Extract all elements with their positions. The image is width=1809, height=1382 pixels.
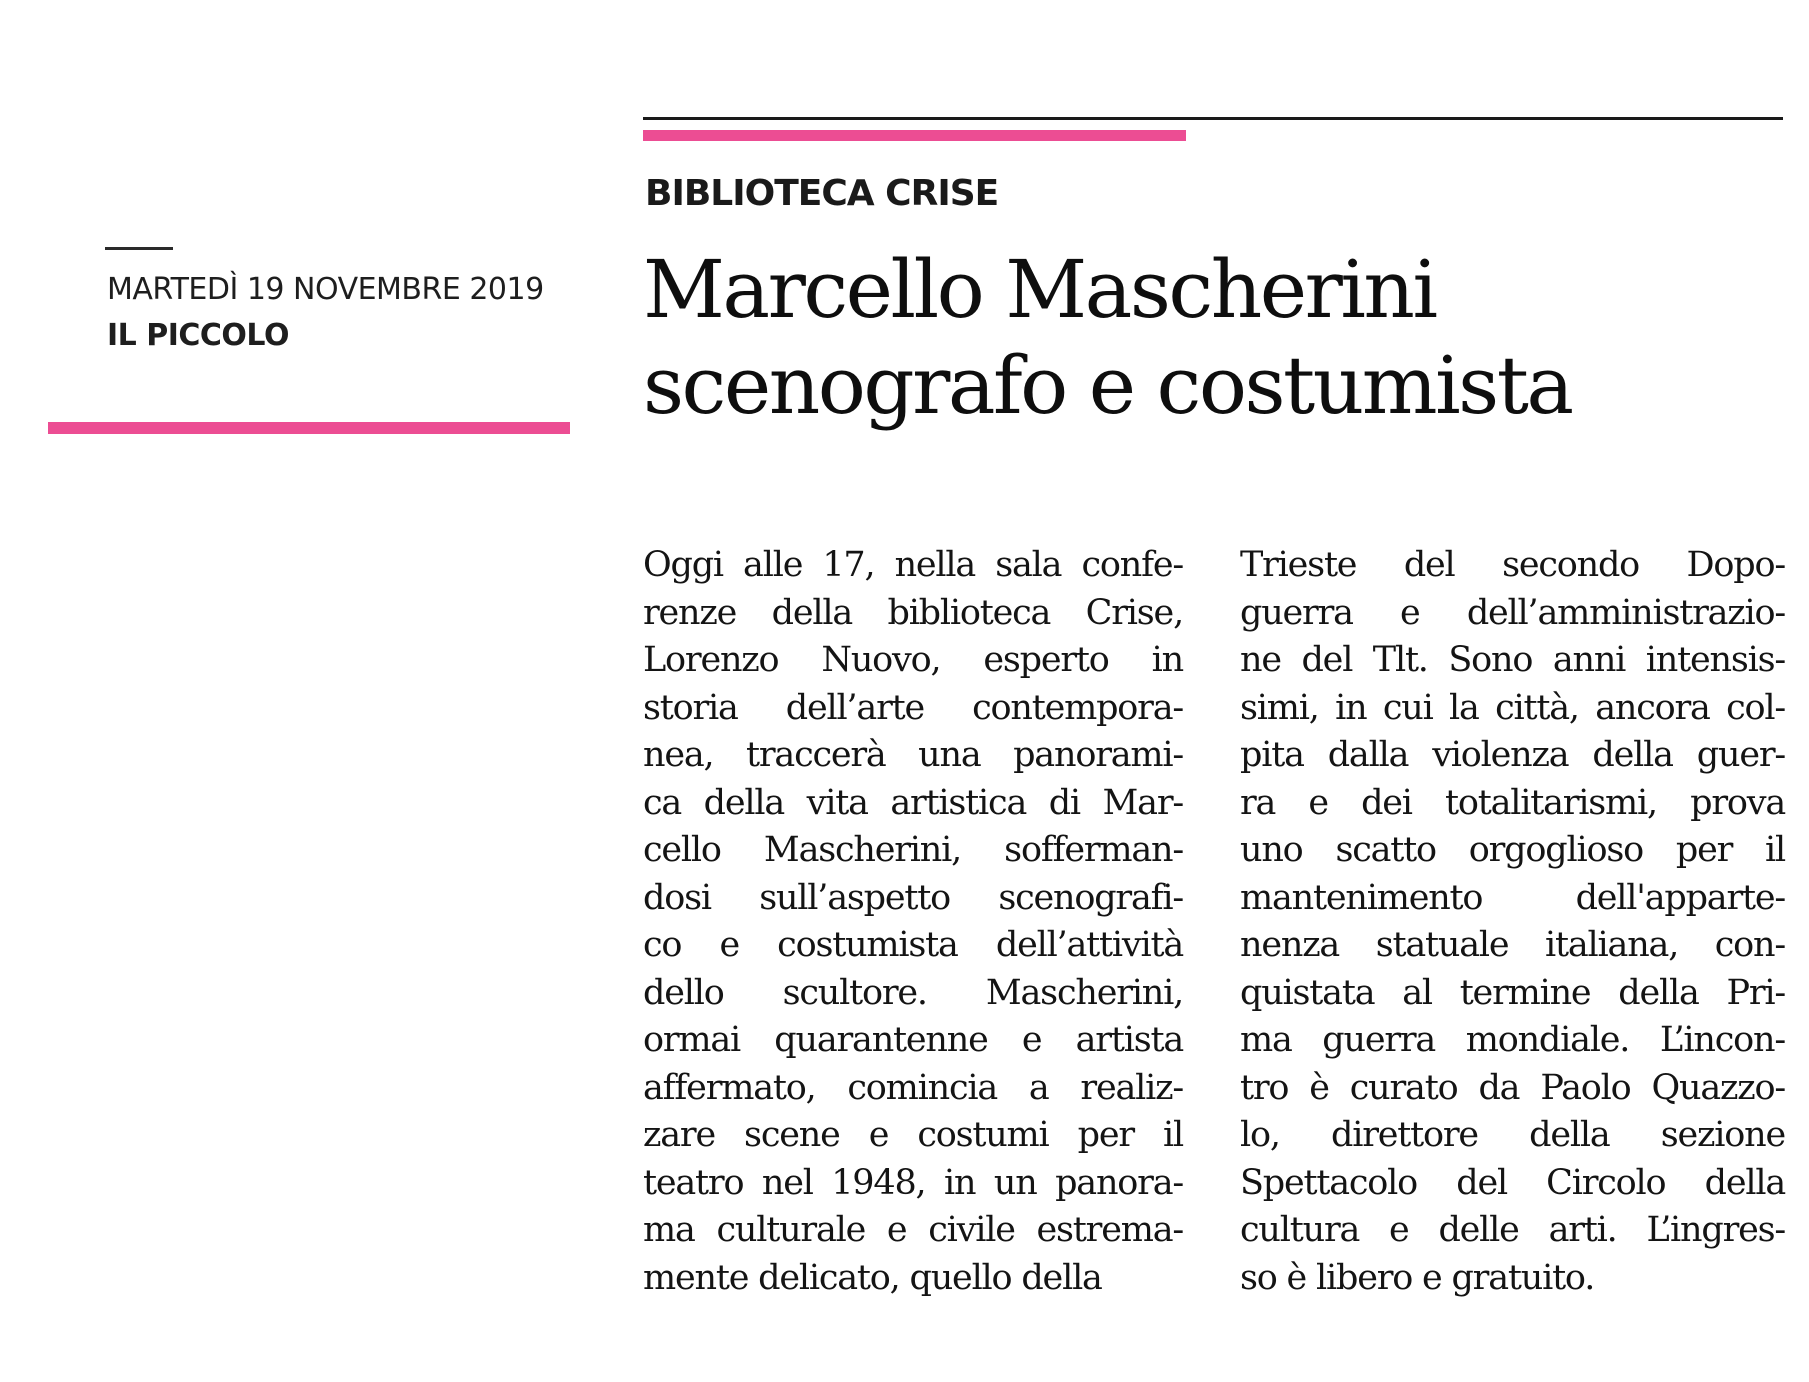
- publication-date: MARTEDÌ 19 NOVEMBRE 2019: [107, 272, 544, 307]
- body-text-line: ormai quarantenne e artista: [643, 1020, 1183, 1060]
- body-text-line: Trieste del secondo Dopo-: [1240, 545, 1785, 585]
- masthead-rule: [105, 247, 173, 250]
- headline-line: Marcello Mascherini: [643, 243, 1436, 336]
- pink-accent-bar-left: [48, 422, 570, 434]
- body-text-line: cello Mascherini, sofferman-: [643, 830, 1183, 870]
- body-text-line: ne del Tlt. Sono anni intensis-: [1240, 640, 1785, 680]
- body-text-line: affermato, comincia a realiz-: [643, 1067, 1183, 1108]
- body-text-line: Oggi alle 17, nella sala confe-: [643, 545, 1183, 585]
- body-text-line: ma culturale e civile estrema-: [643, 1210, 1183, 1250]
- body-text-line: cultura e delle arti. L’ingres-: [1240, 1210, 1785, 1250]
- article-body-column-1: [643, 542, 1183, 1302]
- body-text-line: nenza statuale italiana, con-: [1240, 925, 1785, 965]
- body-text-line: renze della biblioteca Crise,: [643, 592, 1183, 633]
- body-text-line: teatro nel 1948, in un panora-: [643, 1162, 1183, 1203]
- body-text-line: ca della vita artistica di Mar-: [643, 782, 1183, 823]
- pink-accent-bar-top: [643, 130, 1186, 141]
- body-text-line: nea, traccerà una panorami-: [643, 735, 1183, 775]
- section-kicker: BIBLIOTECA CRISE: [645, 173, 999, 214]
- body-text-line: Spettacolo del Circolo della: [1240, 1162, 1785, 1203]
- body-text-line: quistata al termine della Pri-: [1240, 972, 1785, 1013]
- body-text-line: pita dalla violenza della guer-: [1240, 735, 1785, 775]
- body-text-line: co e costumista dell’attività: [643, 925, 1183, 965]
- article-headline: [643, 242, 1783, 434]
- body-text-line: lo, direttore della sezione: [1240, 1115, 1785, 1155]
- body-text-line: mente delicato, quello della: [643, 1257, 1102, 1298]
- body-text-line: so è libero e gratuito.: [1240, 1257, 1595, 1298]
- body-text-line: uno scatto orgoglioso per il: [1240, 830, 1785, 870]
- body-text-line: storia dell’arte contempora-: [643, 687, 1183, 728]
- body-text-line: mantenimento dell'apparte-: [1240, 877, 1785, 918]
- body-text-line: tro è curato da Paolo Quazzo-: [1240, 1067, 1785, 1108]
- body-text-line: dosi sull’aspetto scenografi-: [643, 877, 1183, 918]
- article-body-column-2: [1240, 542, 1785, 1302]
- body-text-line: ma guerra mondiale. L’incon-: [1240, 1020, 1785, 1060]
- body-text-line: dello scultore. Mascherini,: [643, 972, 1183, 1013]
- body-text-line: ra e dei totalitarismi, prova: [1240, 782, 1785, 823]
- body-text-line: simi, in cui la città, ancora col-: [1240, 687, 1785, 728]
- article-top-rule: [643, 117, 1783, 120]
- newspaper-name: IL PICCOLO: [107, 318, 289, 353]
- body-text-line: zare scene e costumi per il: [643, 1115, 1183, 1155]
- body-text-line: guerra e dell’amministrazio-: [1240, 592, 1785, 633]
- body-text-line: Lorenzo Nuovo, esperto in: [643, 640, 1183, 680]
- headline-line: scenografo e costumista: [643, 339, 1572, 432]
